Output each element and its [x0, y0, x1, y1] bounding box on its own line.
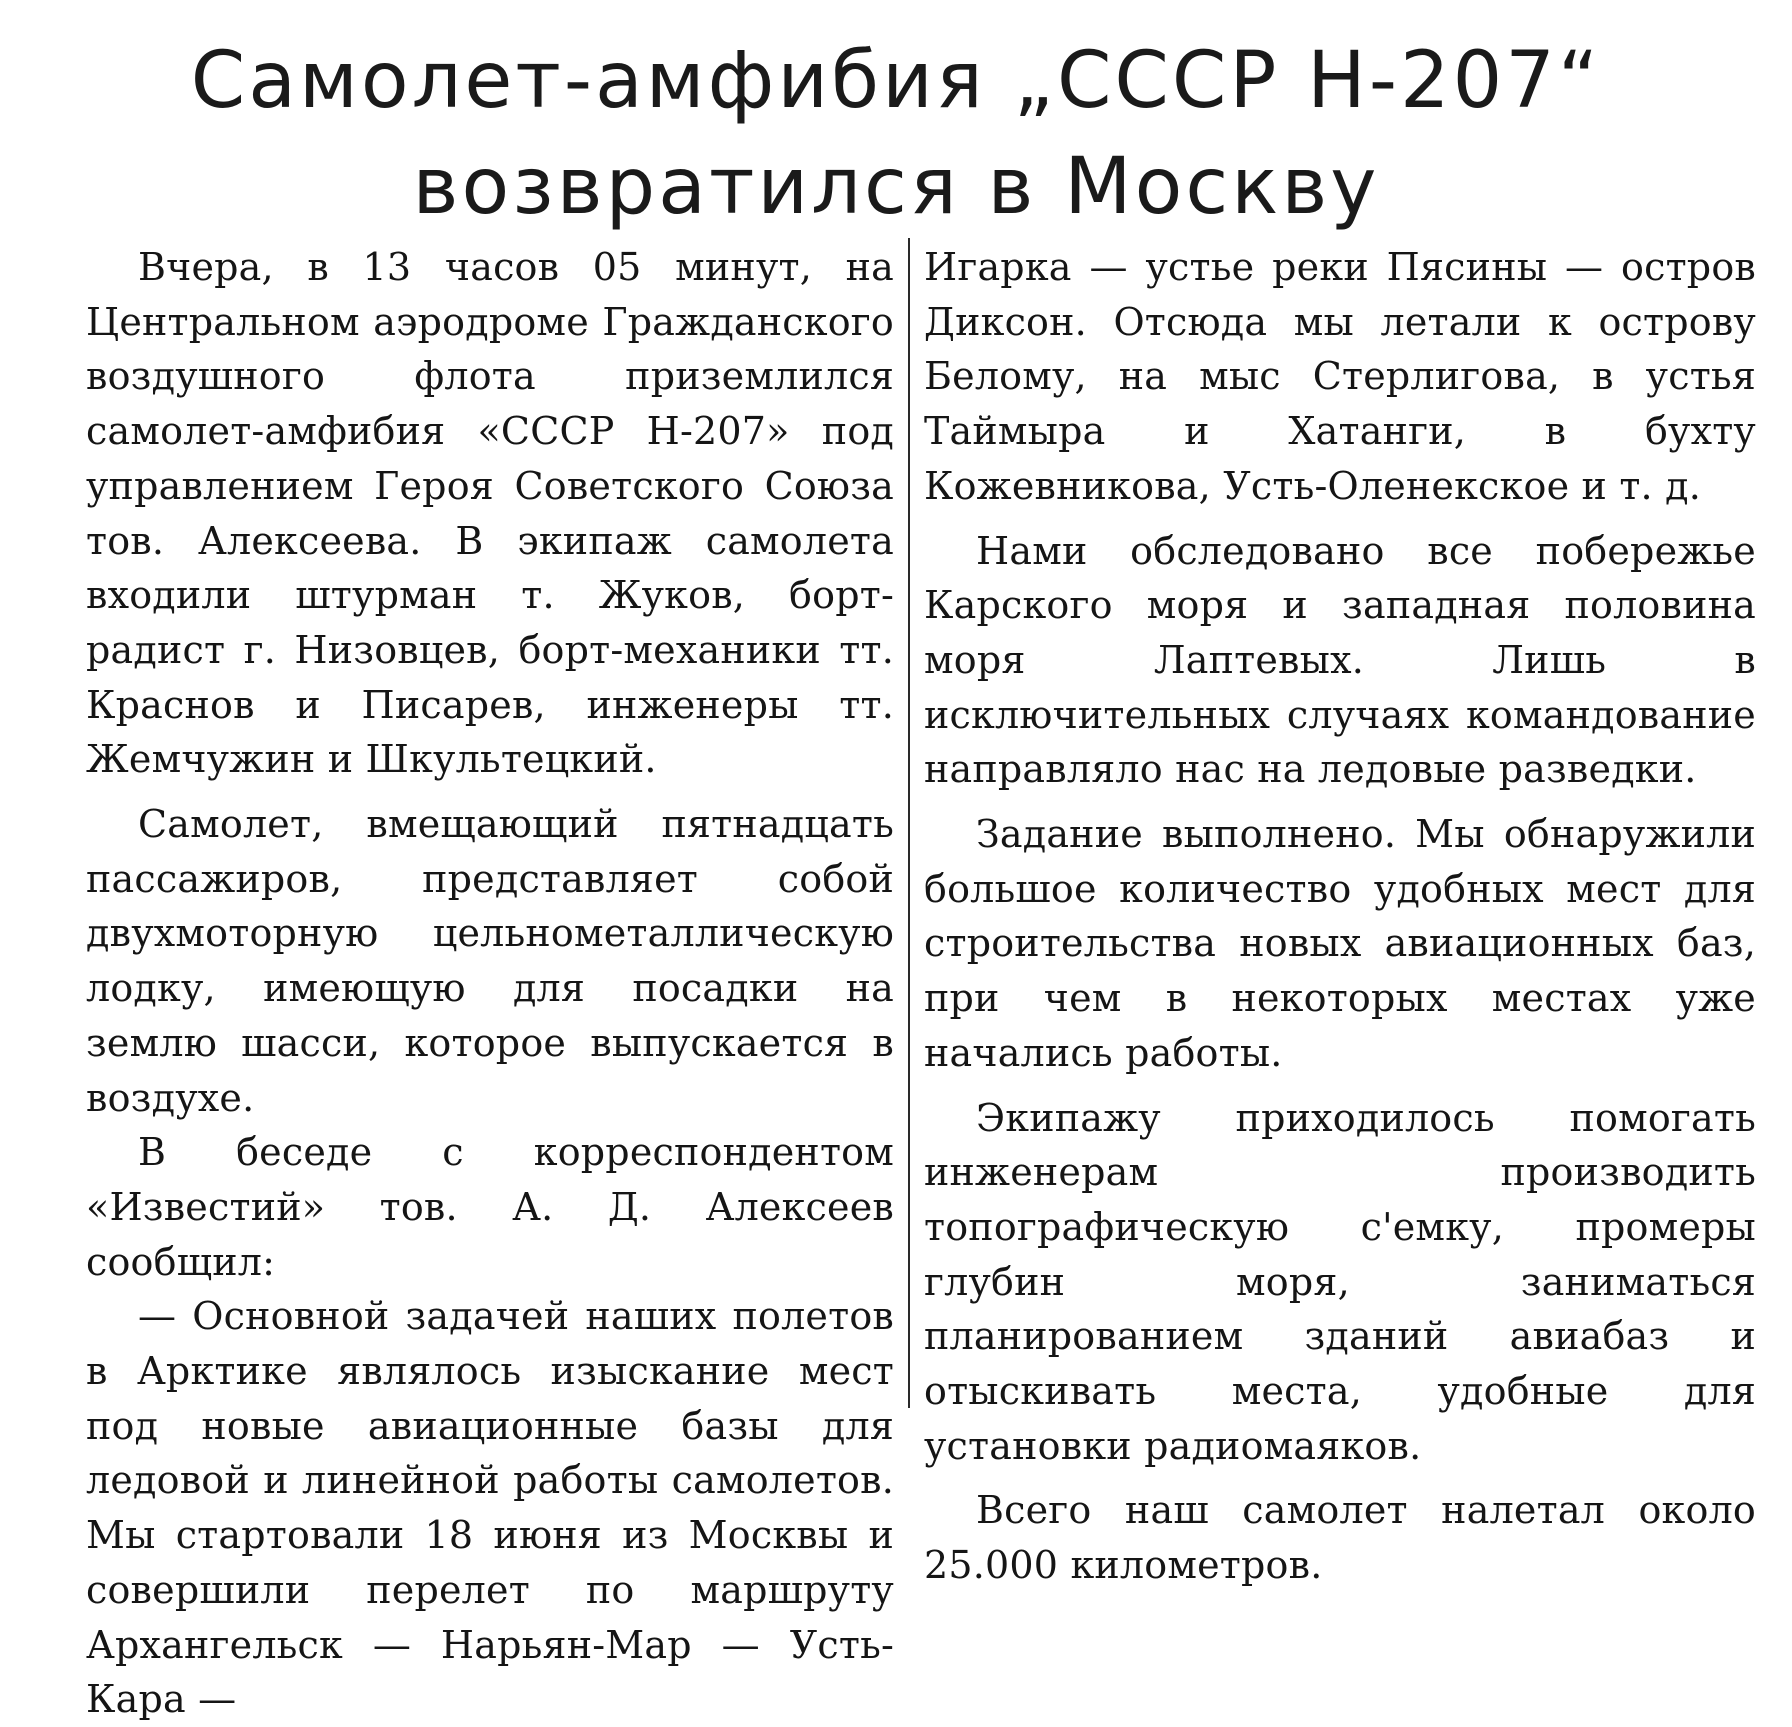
headline-line-2: возвратился в Москву — [412, 142, 1380, 232]
paragraph-task-completed: Задание выполнено. Мы обнаружили большое количество удобных мест для строительства новых авиационных баз, при чем в некоторых местах уже начались работы. — [924, 812, 1756, 1075]
left-column — [86, 240, 894, 1727]
right-column — [924, 240, 1756, 1593]
paragraph-survey: Нами обследовано все побережье Карского моря и западная половина моря Лаптевых. Лишь в исключительных случаях командование направляло нас на ледовые разведки. — [924, 528, 1756, 792]
headline — [40, 28, 1752, 240]
paragraph-landing: Вчера, в 13 часов 05 минут, на Центральном аэродроме Гражданского воздушного флота приземлился самолет-амфибия «СССР Н-207» под управлением Героя Советского Союза тов. Алексеева. В экипаж самолета входили штурман т. Жуков, борт-радист г. Низовцев, борт-механики тт. Краснов и Писарев, инженеры тт. Жемчужин и Шкультецкий. — [86, 245, 894, 782]
paragraph-crew-work: Экипажу приходилось помогать инженерам производить топографическую с'емку, промеры глубин моря, заниматься планированием зданий авиабаз и отыскивать места, удобные для установки радиомаяков. — [924, 1095, 1756, 1468]
column-divider — [908, 238, 910, 1408]
paragraph-route-continued: Игарка — устье реки Пясины — остров Диксон. Отсюда мы летали к острову Белому, на мыс Стерлигова, в устья Таймыра и Хатанги, в бухту Кожевникова, Усть-Оленекское и т. д. — [924, 245, 1756, 508]
paragraph-interview-intro: В беседе с корреспондентом «Известий» тов. А. Д. Алексеев сообщил: — [86, 1130, 894, 1284]
paragraph-aircraft: Самолет, вмещающий пятнадцать пассажиров, представляет собой двухмоторную цельнометаллическую лодку, имеющую для посадки на землю шасси, которое выпускается в воздухе. — [86, 802, 894, 1120]
headline-line-1: Самолет-амфибия „СССР Н-207“ — [190, 36, 1602, 126]
paragraph-total-distance: Всего наш самолет налетал около 25.000 километров. — [924, 1488, 1756, 1588]
paragraph-quote-start: — Основной задачей наших полетов в Арктике являлось изыскание мест под новые авиационные базы для ледовой и линейной работы самолетов. Мы стартовали 18 июня из Москвы и совершили перелет по маршруту Архангельск — Нарьян-Мар — Усть-Кара — — [86, 1294, 894, 1722]
